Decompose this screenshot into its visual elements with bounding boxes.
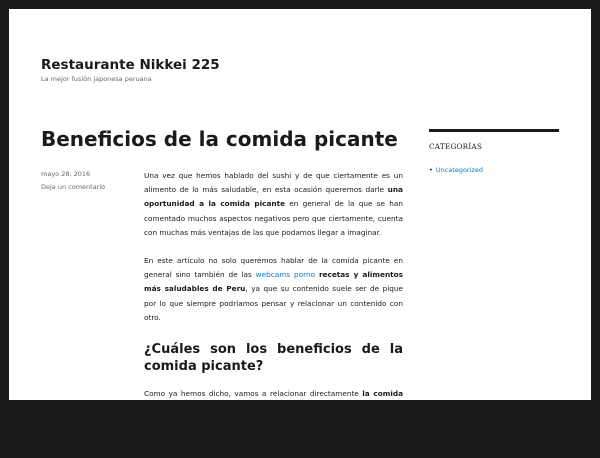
post-content bbox=[144, 169, 403, 458]
paragraph-text: En este artículo no solo queremos hablar de la comida picante en general sino también de las bbox=[144, 256, 403, 280]
paragraph-text: Como ya hemos dicho, vamos a relacionar directamente bbox=[144, 389, 363, 399]
category-item bbox=[429, 166, 559, 174]
post-title: Beneficios de la comida picante bbox=[41, 127, 398, 151]
comments-link[interactable]: Deja un comentario bbox=[41, 183, 106, 191]
section-heading: ¿Cuáles son los beneficios de la comida picante? bbox=[144, 342, 403, 375]
paragraph-text: gracias a que estos platos suelen contener mucho pique y con ello estaremos dando una oportunidad para aquellas personas a las que les gusta que la comida lleve un toque de picante. bbox=[144, 403, 404, 455]
paragraph-bold-text: la comida picante con los alimentos y las recetas de Perú bbox=[144, 389, 403, 413]
bullet-icon: • bbox=[429, 166, 433, 174]
paragraph-bold-text: recetas y alimentos más saludables de Peru bbox=[144, 270, 403, 294]
paragraph-1 bbox=[144, 169, 403, 240]
paragraph-2 bbox=[144, 254, 403, 325]
paragraph-text: en general de la que se han comentado muchos aspectos negativos pero que ciertamente, cuenta con muchas más ventajas de las que podamos llegar a imaginar. bbox=[144, 199, 403, 237]
paragraph-text: , ya que su contenido suele ser de pique por lo que siempre podríamos pensar y relacionar un contenido con otro. bbox=[144, 284, 403, 322]
category-link-uncategorized[interactable]: Uncategorized bbox=[435, 166, 483, 174]
categories-widget-title: CATEGORÍAS bbox=[429, 142, 483, 151]
categories-list bbox=[429, 166, 559, 174]
site-description: La mejor fusión japonesa peruana bbox=[41, 75, 152, 83]
sidebar bbox=[429, 129, 559, 174]
site-title-link[interactable]: Restaurante Nikkei 225 bbox=[41, 57, 220, 73]
page bbox=[9, 9, 591, 455]
paragraph-3 bbox=[144, 387, 403, 458]
post-date[interactable]: mayo 28, 2016 bbox=[41, 170, 91, 178]
paragraph-text: Una vez que hemos hablado del sushi y de que ciertamente es un alimento de lo más saludable, en esta ocasión queremos darle bbox=[144, 171, 403, 195]
inline-link[interactable]: webcams porno bbox=[255, 270, 316, 280]
paragraph-bold-text: una oportunidad a la comida picante bbox=[144, 185, 403, 209]
